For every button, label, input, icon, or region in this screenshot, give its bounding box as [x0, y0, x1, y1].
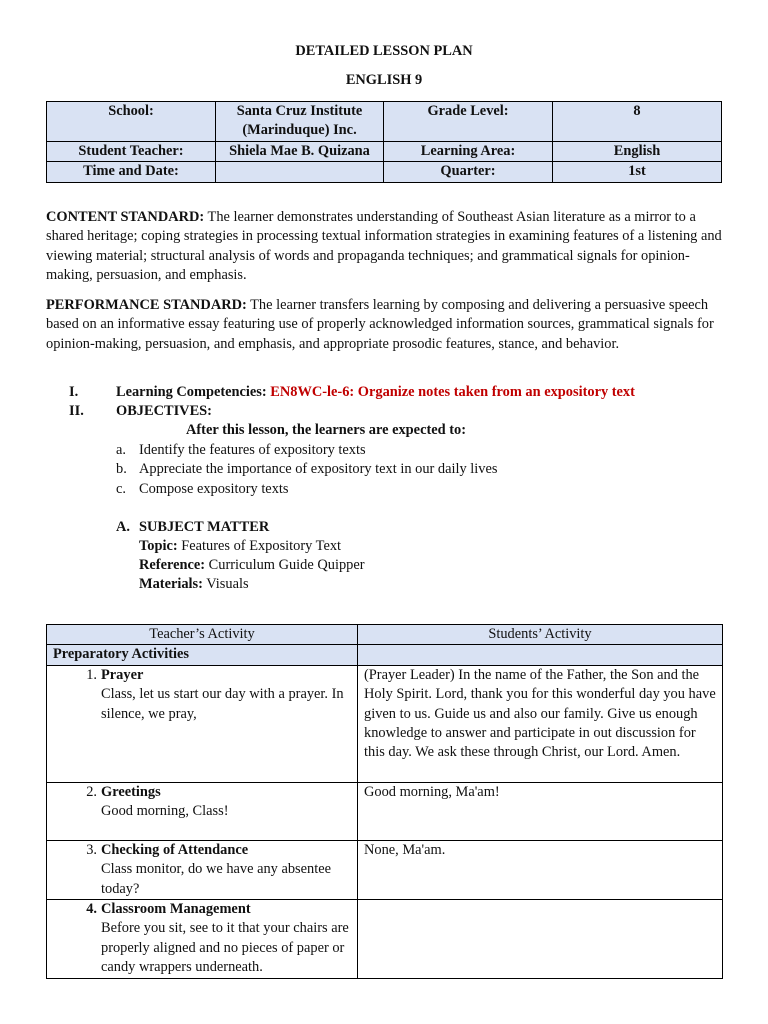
activity-item: [53, 900, 351, 978]
quarter-value: 1st: [553, 162, 722, 182]
learning-area-label: Learning Area:: [384, 141, 553, 161]
content-standard-text: The learner demonstrates understanding of Southeast Asian literature as a mirror to a shared heritage; coping strategies in processing textual information strategies in examining features of a listening and viewing material; structural analysis of words and propaganda techniques; and grammatical signals for opinion- making, persuasion, and emphasis.: [46, 209, 722, 284]
learning-area-value: English: [553, 141, 722, 161]
activity-item: [53, 666, 351, 724]
students-cell: [358, 900, 723, 979]
time-date-label: Time and Date:: [47, 162, 216, 182]
objective-letter: a.: [116, 442, 126, 458]
content-standard: [46, 208, 722, 286]
students-activity-header: Students’ Activity: [358, 625, 723, 645]
item-number: 1.: [86, 666, 97, 683]
subject-matter-letter: A.: [116, 519, 130, 535]
activity-row: [47, 900, 723, 979]
student-teacher-value: Shiela Mae B. Quizana: [216, 141, 384, 161]
subject-matter-heading: SUBJECT MATTER: [139, 519, 270, 535]
section-empty-cell: [358, 645, 723, 665]
objectives-intro: After this lesson, the learners are expected to:: [186, 422, 467, 438]
teacher-cell: [47, 665, 358, 782]
subject-reference: [139, 556, 365, 575]
teacher-cell: [47, 840, 358, 899]
activity-item: [53, 783, 351, 822]
document-subtitle: ENGLISH 9: [345, 72, 423, 88]
activity-row: [47, 840, 723, 899]
teacher-text: Before you sit, see to it that your chairs are properly aligned and no pieces of paper or candy wrappers underneath.: [101, 920, 349, 976]
activity-table-header: [47, 625, 723, 645]
performance-standard: [46, 296, 722, 354]
item-number: 4.: [86, 901, 97, 918]
objective-text: Appreciate the importance of expository text in our daily lives: [139, 461, 498, 477]
subject-topic: [139, 537, 341, 556]
reference-label: Reference:: [139, 557, 206, 573]
objective-item: [116, 460, 127, 479]
item-title: Checking of Attendance: [101, 841, 249, 858]
school-label: School:: [47, 102, 216, 142]
school-value-line2: (Marinduque) Inc.: [242, 122, 357, 139]
materials-value: Visuals: [202, 576, 249, 592]
item-title: Classroom Management: [101, 901, 251, 918]
objective-text: Identify the features of expository texts: [139, 442, 366, 458]
materials-label: Materials:: [139, 576, 203, 592]
info-row-teacher: [47, 141, 722, 161]
content-standard-label: CONTENT STANDARD:: [46, 209, 205, 225]
reference-value: Curriculum Guide Quipper: [205, 557, 365, 573]
info-row-time: [47, 162, 722, 182]
objective-letter: b.: [116, 461, 127, 477]
competency-code: EN8WC-le-6: Organize notes taken from an expository text: [270, 384, 635, 400]
activity-row: [47, 782, 723, 840]
performance-standard-label: PERFORMANCE STANDARD:: [46, 297, 247, 313]
objective-item: [116, 441, 126, 460]
objective-item: [116, 480, 126, 499]
objective-text: Compose expository texts: [139, 481, 289, 497]
student-teacher-label: Student Teacher:: [47, 141, 216, 161]
time-date-value: [216, 162, 384, 182]
competencies-label: Learning Competencies:: [116, 384, 271, 400]
topic-label: Topic:: [139, 538, 178, 554]
teacher-text: Class, let us start our day with a prayer. In silence, we pray,: [101, 686, 344, 722]
section-title: Preparatory Activities: [47, 645, 358, 665]
students-cell: Good morning, Ma'am!: [358, 782, 723, 840]
quarter-label: Quarter:: [384, 162, 553, 182]
section-row: [47, 645, 723, 665]
objectives-heading: OBJECTIVES:: [116, 403, 212, 419]
teacher-cell: [47, 900, 358, 979]
objectives-numeral: II.: [69, 403, 84, 419]
activity-item: [53, 841, 351, 899]
students-cell: (Prayer Leader) In the name of the Father, the Son and the Holy Spirit. Lord, thank you for this wonderful day you have given to us. Guide us and also our family. Give us enough knowledge to answer and participate in out discussion for this day. We ask these through Christ, our Lord. Amen.: [358, 665, 723, 782]
item-number: 3.: [86, 841, 97, 858]
item-title: Greetings: [101, 783, 161, 800]
document-title: DETAILED LESSON PLAN: [295, 43, 473, 59]
school-value-line1: Santa Cruz Institute: [236, 103, 363, 119]
learning-competencies: [116, 383, 635, 402]
grade-level-value: 8: [553, 102, 722, 142]
item-number: 2.: [86, 783, 97, 800]
students-cell: None, Ma'am.: [358, 840, 723, 899]
grade-level-label: Grade Level:: [384, 102, 553, 142]
activity-table: [46, 624, 723, 979]
subject-materials: [139, 575, 249, 594]
lesson-info-table: [46, 101, 722, 183]
teacher-activity-header: Teacher’s Activity: [47, 625, 358, 645]
teacher-text: Class monitor, do we have any absentee today?: [101, 861, 332, 897]
activity-row: [47, 665, 723, 782]
topic-value: Features of Expository Text: [177, 538, 342, 554]
performance-standard-text: The learner transfers learning by composing and delivering a persuasive speech based on an informative essay featuring use of properly acknowledged information sources, grammatical signals for opinion-making, persuasion, and emphasis, and appropriate prosodic features, stance, and behavior.: [46, 297, 714, 352]
teacher-cell: [47, 782, 358, 840]
school-value: [216, 102, 384, 142]
objective-letter: c.: [116, 481, 126, 497]
item-title: Prayer: [101, 666, 144, 683]
info-row-school: [47, 102, 722, 142]
competencies-numeral: I.: [69, 384, 79, 400]
teacher-text: Good morning, Class!: [101, 803, 229, 820]
